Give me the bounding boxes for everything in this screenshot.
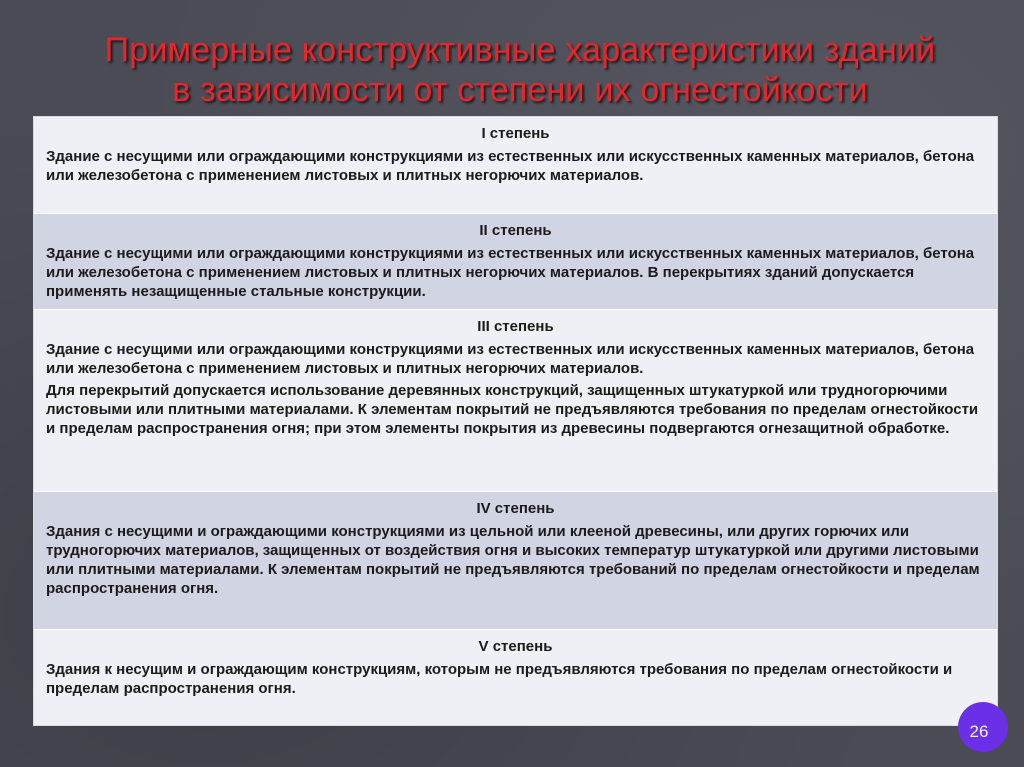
row-text: Здания к несущим и ограждающим конструкциям, которым не предъявляются требования по пределам огнестойкости и пределам распространения огня.	[46, 661, 953, 697]
row-heading: V степень	[478, 638, 553, 655]
row-text: Здание с несущими или ограждающими конструкциями из естественных или искусственных каменных материалов, бетона или железобетона с применением листовых и плитных негорючих материалов.	[46, 148, 975, 184]
table-row-degree-3	[34, 310, 997, 492]
row-text: Здание с несущими или ограждающими конструкциями из естественных или искусственных каменных материалов, бетона или железобетона с применением листовых и плитных негорючих материалов.	[46, 341, 975, 377]
row-text: Здание с несущими или ограждающими конструкциями из естественных или искусственных каменных материалов, бетона или железобетона с применением листовых и плитных негорючих материалов. В перекрытиях зданий допускается применять незащищенные стальные конструкции.	[46, 245, 975, 300]
page-number: 26	[969, 722, 989, 741]
page-number-badge	[958, 702, 1008, 752]
slide-title	[60, 30, 980, 110]
row-heading: II степень	[479, 222, 552, 239]
row-heading: I степень	[481, 125, 550, 142]
row-text: Для перекрытий допускается использование деревянных конструкций, защищенных штукатуркой или трудногорючими листовыми или плитными материалами. К элементам покрытий не предъявляются требования по пределам огнестойкости и пределам распространения огня; при этом элементы покрытия из древесины подвергаются огнезащитной обработке.	[46, 382, 979, 437]
table-row-degree-1	[34, 117, 997, 214]
row-heading: III степень	[477, 318, 554, 335]
table-row-degree-4	[34, 492, 997, 630]
table-row-degree-5	[34, 630, 997, 725]
table-row-degree-2	[34, 214, 997, 310]
row-text: Здания с несущими и ограждающими конструкциями из цельной или клееной древесины, или других горючих или трудногорючих материалов, защищенных от воздействия огня и высоких температур штукатуркой или другими листовыми или плитными материалами. К элементам покрытий не предъявляются требований по пределам огнестойкости и пределам распространения огня.	[46, 523, 980, 597]
slide-title-line-1: Примерные конструктивные характеристики зданий	[104, 31, 936, 69]
fire-resistance-table	[33, 116, 998, 726]
slide-title-line-2: в зависимости от степени их огнестойкости	[172, 71, 868, 109]
row-heading: IV степень	[476, 500, 555, 517]
